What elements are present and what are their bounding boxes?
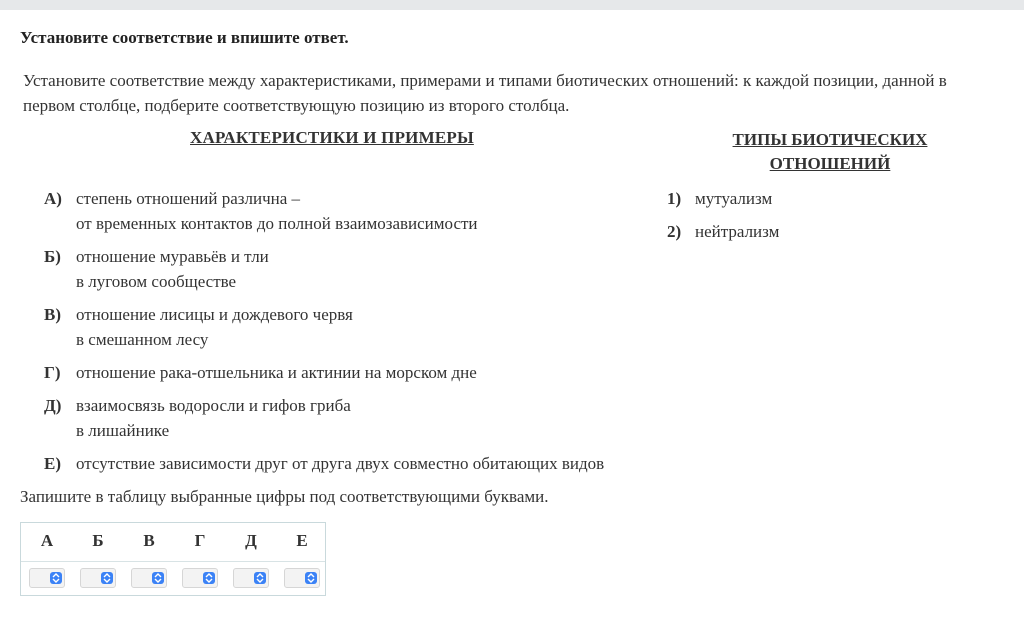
type-number: 2) [667, 222, 682, 241]
answer-table [20, 522, 326, 596]
answer-header-d: Д [245, 531, 257, 550]
answer-header-v: В [143, 531, 155, 550]
answer-select-g[interactable] [182, 568, 218, 588]
item-letter: Е) [44, 454, 61, 473]
type-number: 1) [667, 189, 682, 208]
item-text-line1: отсутствие зависимости друг от друга двух совместно обитающих видов [76, 454, 605, 473]
item-text-line1: отношение лисицы и дождевого червя [76, 305, 353, 324]
item-letter: В) [44, 305, 61, 324]
item-text-line1: отношение рака-отшельника и актинии на морском дне [76, 363, 477, 382]
item-text-line2: в луговом сообществе [76, 272, 237, 291]
type-text: мутуализм [695, 189, 773, 208]
item-text-line1: взаимосвязь водоросли и гифов гриба [76, 396, 351, 415]
answer-header-a: А [40, 531, 54, 550]
answer-header-b: Б [92, 531, 104, 550]
left-column-header: ХАРАКТЕРИСТИКИ И ПРИМЕРЫ [190, 128, 474, 147]
item-letter: Б) [44, 247, 61, 266]
answer-header-g: Г [194, 531, 206, 550]
select-arrows-icon [50, 572, 62, 584]
item-text-line2: в смешанном лесу [76, 330, 209, 349]
top-bar [0, 0, 1024, 10]
task-title: Установите соответствие и впишите ответ. [20, 28, 349, 47]
select-arrows-icon [152, 572, 164, 584]
type-text: нейтрализм [695, 222, 780, 241]
answer-select-a[interactable] [29, 568, 65, 588]
task-intro: Установите соответствие между характеристиками, примерами и типами биотических отношений: к каждой позиции, данной в первом столбце, подберите соответствующую позицию из второго столбца. [23, 71, 947, 115]
right-column-header: ТИПЫ БИОТИЧЕСКИХ ОТНОШЕНИЙ [732, 130, 928, 173]
item-letter: А) [44, 189, 62, 208]
answer-select-e[interactable] [284, 568, 320, 588]
select-arrows-icon [254, 572, 266, 584]
item-text-line2: в лишайнике [76, 421, 170, 440]
item-letter: Г) [44, 363, 61, 382]
item-text-line1: степень отношений различна – [76, 189, 301, 208]
answer-header-e: Е [296, 531, 308, 550]
table-divider [21, 561, 325, 562]
select-arrows-icon [305, 572, 317, 584]
answer-select-v[interactable] [131, 568, 167, 588]
answer-select-b[interactable] [80, 568, 116, 588]
item-text-line1: отношение муравьёв и тли [76, 247, 269, 266]
select-arrows-icon [203, 572, 215, 584]
select-arrows-icon [101, 572, 113, 584]
item-letter: Д) [44, 396, 62, 415]
item-text-line2: от временных контактов до полной взаимозависимости [76, 214, 478, 233]
answer-instruction: Запишите в таблицу выбранные цифры под соответствующими буквами. [20, 487, 549, 506]
answer-select-d[interactable] [233, 568, 269, 588]
